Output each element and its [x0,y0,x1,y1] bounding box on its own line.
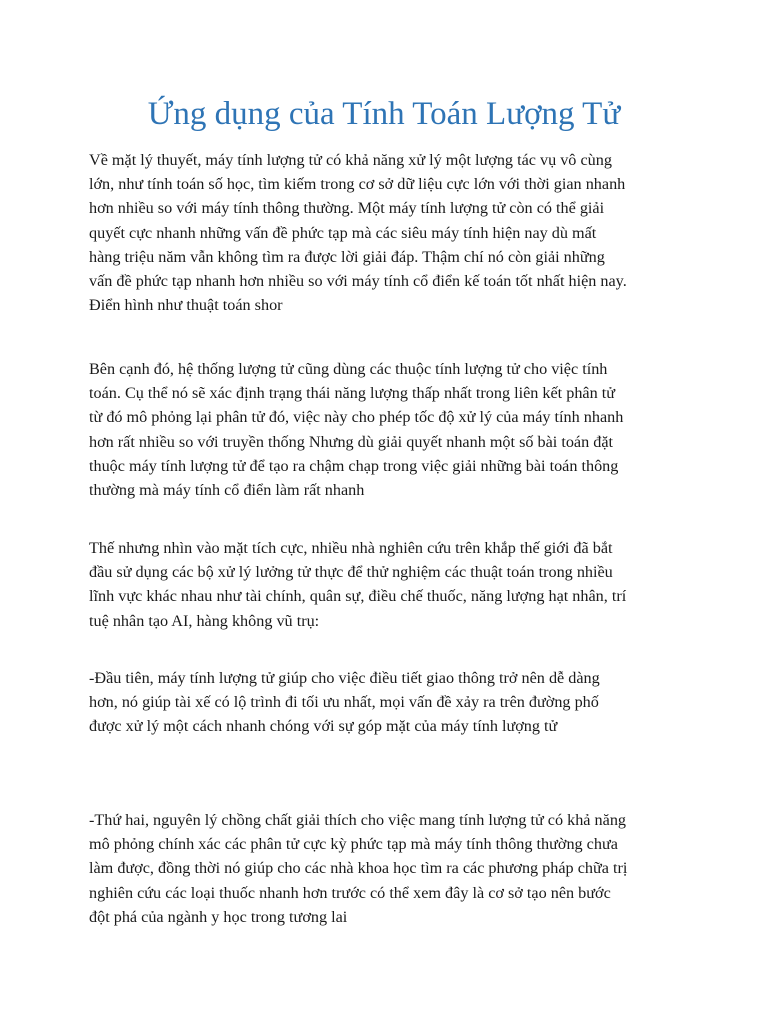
document-title: Ứng dụng của Tính Toán Lượng Tử [147,96,621,132]
paragraph-intro: Về mặt lý thuyết, máy tính lượng tử có khả năng xử lý một lượng tác vụ vô cùng lớn, như tính toán số học, tìm kiếm trong cơ sở dữ liệu cực lớn với thời gian nhanh hơn nhiều so với máy tính thông thường. Một máy tính lượng tử còn có thể giải quyết cực nhanh những vấn đề phức tạp mà các siêu máy tính hiện nay dù mất hàng triệu năm vẫn không tìm ra được lời giải đáp. Thậm chí nó còn giải những vấn đề phức tạp nhanh hơn nhiều so với máy tính cổ điển kế toán tốt nhất hiện nay. Điển hình như thuật toán shor [89,151,627,315]
paragraph-applications: Thế nhưng nhìn vào mặt tích cực, nhiều nhà nghiên cứu trên khắp thế giới đã bắt đầu sử dụng các bộ xử lý lưởng tử thực để thử nghiệm các thuật toán trong nhiều lĩnh vực khác nhau như tài chính, quân sự, điều chế thuốc, năng lượng hạt nhân, trí tuệ nhân tạo AI, hàng không vũ trụ: [89,539,627,630]
paragraph-molecular-simulation: Bên cạnh đó, hệ thống lượng tử cũng dùng các thuộc tính lượng tử cho việc tính toán. Cụ thể nó sẽ xác định trạng thái năng lượng thấp nhất trong liên kết phân tử từ đó mô phỏng lại phân tử đó, việc này cho phép tốc độ xử lý của máy tính nhanh hơn rất nhiều so với truyền thống Nhưng dù giải quyết nhanh một số bài toán đặt thuộc máy tính lượng tử để tạo ra chậm chạp trong việc giải những bài toán thông thường mà máy tính cổ điển làm rất nhanh [89,360,624,500]
paragraph-medicine: -Thứ hai, nguyên lý chồng chất giải thích cho việc mang tính lượng tử có khả năng mô phỏng chính xác các phân tử cực kỳ phức tạp mà máy tính thông thường chưa làm được, đồng thời nó giúp cho các nhà khoa học tìm ra các phương pháp chữa trị nghiên cứu các loại thuốc nhanh hơn trước có thể xem đây là cơ sở tạo nên bước đột phá của ngành y học trong tương lai [89,811,628,926]
paragraph-traffic: -Đầu tiên, máy tính lượng tử giúp cho việc điều tiết giao thông trở nên dễ dàng hơn, nó giúp tài xế có lộ trình đi tối ưu nhất, mọi vấn đề xảy ra trên đường phố được xử lý một cách nhanh chóng với sự góp mặt của máy tính lượng tử [89,669,600,736]
